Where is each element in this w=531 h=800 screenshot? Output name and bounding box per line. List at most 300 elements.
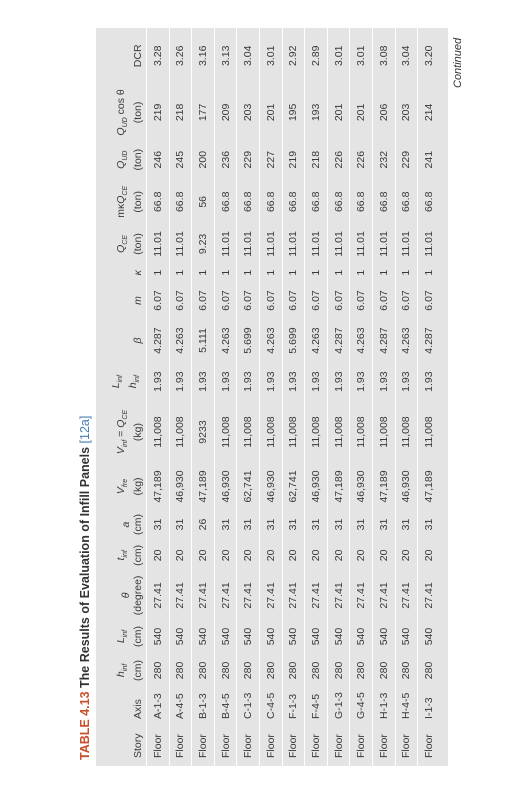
column-header-unit: (cm)	[132, 544, 144, 566]
table-cell: 20	[327, 540, 350, 571]
table-reference[interactable]: [12a]	[78, 415, 92, 444]
table-cell: 1.93	[259, 363, 282, 400]
table-cell: 11,008	[418, 400, 440, 464]
table-cell: Floor	[350, 727, 373, 766]
table-cell: 27.41	[282, 571, 305, 620]
table-cell: 27.41	[395, 571, 418, 620]
table-cell: 3.28	[147, 28, 170, 84]
table-cell: 280	[372, 653, 395, 688]
table-cell: 1.93	[169, 363, 192, 400]
table-cell: 20	[169, 540, 192, 571]
table-cell: 203	[237, 84, 260, 142]
table-cell: 1.93	[282, 363, 305, 400]
table-cell: 280	[350, 653, 373, 688]
column-header-symbol: $Q_{CE}$	[114, 235, 129, 253]
table-cell: 4.263	[259, 318, 282, 363]
table-cell: 540	[418, 620, 440, 653]
table-cell: 1.93	[418, 363, 440, 400]
table-cell: 280	[327, 653, 350, 688]
table-cell: 27.41	[259, 571, 282, 620]
table-cell: 66.8	[305, 178, 328, 225]
table-cell: Floor	[395, 727, 418, 766]
table-cell: Floor	[259, 727, 282, 766]
table-cell: 46,930	[395, 464, 418, 509]
table-cell: 280	[147, 653, 170, 688]
table-row	[169, 28, 192, 766]
table-cell: 4.263	[214, 318, 237, 363]
column-header-unit: (ton)	[132, 101, 144, 124]
column-header-unit: (ton)	[132, 233, 144, 255]
table-cell: 20	[192, 540, 215, 571]
column-header-unit: (ton)	[132, 148, 144, 171]
table-cell: 280	[192, 653, 215, 688]
column-header-unit: (degree)	[132, 575, 144, 616]
table-number: TABLE 4.13	[78, 691, 92, 760]
table-cell: 6.07	[372, 283, 395, 318]
table-cell: 3.01	[259, 28, 282, 84]
table-cell: 236	[214, 141, 237, 178]
table-cell: 3.13	[214, 28, 237, 84]
table-cell: 219	[147, 84, 170, 142]
table-cell: Floor	[305, 727, 328, 766]
table-row	[327, 28, 350, 766]
table-cell: 31	[418, 509, 440, 540]
table-cell: 1	[214, 262, 237, 283]
table-cell: 6.07	[350, 283, 373, 318]
table-cell: B-4-5	[214, 688, 237, 727]
table-row	[237, 28, 260, 766]
table-cell: 20	[259, 540, 282, 571]
table-cell: 280	[259, 653, 282, 688]
table-cell: 47,189	[372, 464, 395, 509]
table-cell: 11.01	[395, 225, 418, 262]
table-cell: 540	[282, 620, 305, 653]
table-cell: 540	[372, 620, 395, 653]
table-cell: 2.92	[282, 28, 305, 84]
table-cell: 66.8	[395, 178, 418, 225]
table-cell: 5.699	[237, 318, 260, 363]
table-cell: 4.263	[305, 318, 328, 363]
column-header	[98, 262, 147, 283]
column-header-unit: Story	[132, 733, 144, 758]
column-header-unit: (kg)	[132, 477, 144, 496]
table-cell: 1.93	[192, 363, 215, 400]
table-cell: 47,189	[147, 464, 170, 509]
column-header-symbol: $Q_{UD}$	[114, 150, 129, 169]
table-cell: 1	[372, 262, 395, 283]
table-cell: 280	[169, 653, 192, 688]
column-header	[98, 363, 147, 400]
table-cell: 3.01	[327, 28, 350, 84]
table-cell: Floor	[282, 727, 305, 766]
column-header-symbol: mκQ$_{CE}$	[114, 185, 129, 218]
table-cell: 1	[282, 262, 305, 283]
table-cell: 206	[372, 84, 395, 142]
table-cell: 1	[418, 262, 440, 283]
table-row	[214, 28, 237, 766]
table-cell: 4.287	[418, 318, 440, 363]
table-cell: 4.263	[395, 318, 418, 363]
table-cell: F-1-3	[282, 688, 305, 727]
table-cell: 11,008	[350, 400, 373, 464]
table-cell: 47,189	[192, 464, 215, 509]
table-cell: A-1-3	[147, 688, 170, 727]
table-cell: Floor	[169, 727, 192, 766]
column-header-unit: (cm)	[132, 659, 144, 681]
table-cell: 62,741	[237, 464, 260, 509]
column-header	[98, 688, 147, 727]
table-cell: Floor	[214, 727, 237, 766]
table-cell: 20	[418, 540, 440, 571]
table-cell: 229	[237, 141, 260, 178]
table-cell: 11,008	[259, 400, 282, 464]
table-cell: 540	[395, 620, 418, 653]
table-cell: 11.01	[237, 225, 260, 262]
column-header-unit: $h_{inf}$	[126, 375, 141, 389]
table-cell: 9.23	[192, 225, 215, 262]
table-cell: 232	[372, 141, 395, 178]
table-cell: 31	[169, 509, 192, 540]
table-cell: 27.41	[214, 571, 237, 620]
table-cell: 6.07	[259, 283, 282, 318]
table-cell: 26	[192, 509, 215, 540]
table-cell: 1	[147, 262, 170, 283]
continued-label: Continued	[452, 37, 464, 88]
table-cell: 31	[282, 509, 305, 540]
table-cell: I-1-3	[418, 688, 440, 727]
table-cell: 3.08	[372, 28, 395, 84]
table-cell: 280	[395, 653, 418, 688]
table-cell: 11,008	[169, 400, 192, 464]
table-cell: 1.93	[214, 363, 237, 400]
table-cell: H-1-3	[372, 688, 395, 727]
table-cell: 6.07	[237, 283, 260, 318]
column-header	[98, 178, 147, 225]
column-header	[98, 540, 147, 571]
table-cell: 540	[350, 620, 373, 653]
table-cell: 201	[259, 84, 282, 142]
table-cell: 11.01	[305, 225, 328, 262]
table-cell: 1	[350, 262, 373, 283]
column-header-unit: κ	[132, 270, 144, 276]
table-cell: 540	[169, 620, 192, 653]
table-cell: 66.8	[237, 178, 260, 225]
table-cell: 3.20	[418, 28, 440, 84]
table-cell: 193	[305, 84, 328, 142]
table-cell: 226	[350, 141, 373, 178]
table-cell: 3.16	[192, 28, 215, 84]
table-cell: 11.01	[282, 225, 305, 262]
table-cell: 20	[237, 540, 260, 571]
table-cell: 540	[192, 620, 215, 653]
table-cell: H-4-5	[395, 688, 418, 727]
table-cell: 11.01	[169, 225, 192, 262]
table-cell: 11.01	[147, 225, 170, 262]
table-cell: 27.41	[237, 571, 260, 620]
table-cell: 11,008	[395, 400, 418, 464]
column-header	[98, 28, 147, 84]
table-cell: 66.8	[282, 178, 305, 225]
column-header-symbol: $V_{fre}$	[114, 478, 129, 495]
table-cell: 56	[192, 178, 215, 225]
table-cell: C-1-3	[237, 688, 260, 727]
table-cell: 246	[147, 141, 170, 178]
table-cell: Floor	[327, 727, 350, 766]
column-header	[98, 318, 147, 363]
table-row	[147, 28, 170, 766]
table-cell: 3.26	[169, 28, 192, 84]
column-header-symbol: θ	[120, 592, 132, 599]
table-cell: 201	[327, 84, 350, 142]
table-cell: 11.01	[350, 225, 373, 262]
table-cell: 27.41	[327, 571, 350, 620]
table-cell: 6.07	[147, 283, 170, 318]
table-cell: 1.93	[327, 363, 350, 400]
table-body	[147, 28, 440, 766]
table-cell: 280	[237, 653, 260, 688]
table-cell: 1.93	[372, 363, 395, 400]
column-header-symbol: $t_{inf}$	[114, 550, 129, 561]
table-cell: 66.8	[169, 178, 192, 225]
column-header-symbol: $L_{inf}$	[109, 375, 124, 389]
column-header	[98, 141, 147, 178]
table-cell: 177	[192, 84, 215, 142]
table-cell: 1	[395, 262, 418, 283]
table-cell: 31	[147, 509, 170, 540]
table-cell: 6.07	[192, 283, 215, 318]
table-cell: 46,930	[350, 464, 373, 509]
column-header	[98, 571, 147, 620]
table-cell: 218	[169, 84, 192, 142]
table-row	[282, 28, 305, 766]
table-cell: Floor	[372, 727, 395, 766]
table-cell: 1	[327, 262, 350, 283]
table-row	[372, 28, 395, 766]
column-header-unit: (cm)	[132, 514, 144, 536]
table-cell: 4.287	[372, 318, 395, 363]
table-cell: 31	[214, 509, 237, 540]
table-cell: 3.04	[237, 28, 260, 84]
table-cell: 1.93	[395, 363, 418, 400]
table-cell: 227	[259, 141, 282, 178]
column-header	[98, 225, 147, 262]
table-cell: 6.07	[169, 283, 192, 318]
table-cell: 540	[327, 620, 350, 653]
table-caption	[78, 416, 92, 760]
table-cell: G-4-5	[350, 688, 373, 727]
column-header-unit: (ton)	[132, 191, 144, 213]
infill-panels-table	[98, 28, 440, 766]
column-header-unit: Axis	[132, 699, 144, 719]
table-cell: 27.41	[147, 571, 170, 620]
table-cell: 4.263	[169, 318, 192, 363]
column-header-unit: DCR	[132, 44, 144, 68]
table-cell: 66.8	[372, 178, 395, 225]
table-cell: 219	[282, 141, 305, 178]
table-cell: 540	[147, 620, 170, 653]
table-cell: 11,008	[237, 400, 260, 464]
column-header	[98, 653, 147, 688]
table-cell: 20	[214, 540, 237, 571]
column-header	[98, 509, 147, 540]
table-row	[192, 28, 215, 766]
table-cell: 27.41	[305, 571, 328, 620]
table-cell: 540	[214, 620, 237, 653]
table-cell: 1	[192, 262, 215, 283]
column-header	[98, 464, 147, 509]
column-header-unit: (kg)	[132, 422, 144, 442]
column-header-symbol: $Q_{UD}$ cos θ	[114, 89, 129, 136]
table-cell: 11.01	[418, 225, 440, 262]
table-cell: 11.01	[259, 225, 282, 262]
table-row	[305, 28, 328, 766]
column-header	[98, 620, 147, 653]
table-cell: 66.8	[259, 178, 282, 225]
table-cell: 4.287	[147, 318, 170, 363]
table-cell: 5.111	[192, 318, 215, 363]
table-cell: 1	[305, 262, 328, 283]
table-cell: 20	[147, 540, 170, 571]
table-cell: 66.8	[350, 178, 373, 225]
table-cell: 5.699	[282, 318, 305, 363]
table-cell: 11,008	[305, 400, 328, 464]
table-cell: 47,189	[418, 464, 440, 509]
table-cell: 540	[305, 620, 328, 653]
table-cell: 6.07	[418, 283, 440, 318]
table-cell: 27.41	[350, 571, 373, 620]
table-cell: 6.07	[395, 283, 418, 318]
table-cell: 9233	[192, 400, 215, 464]
table-cell: 229	[395, 141, 418, 178]
table-cell: 214	[418, 84, 440, 142]
table-cell: 27.41	[372, 571, 395, 620]
column-header	[98, 727, 147, 766]
table-cell: 66.8	[147, 178, 170, 225]
table-cell: 46,930	[169, 464, 192, 509]
table-cell: A-4-5	[169, 688, 192, 727]
column-header-unit: β	[132, 337, 144, 344]
table-cell: 1	[237, 262, 260, 283]
table-cell: 11.01	[214, 225, 237, 262]
table-cell: 209	[214, 84, 237, 142]
table-cell: 31	[305, 509, 328, 540]
table-cell: 4.263	[350, 318, 373, 363]
column-header-symbol: $L_{inf}$	[114, 629, 129, 644]
table-cell: 11,008	[327, 400, 350, 464]
table-row	[259, 28, 282, 766]
table-cell: 27.41	[192, 571, 215, 620]
table-cell: 1.93	[305, 363, 328, 400]
table-cell: 46,930	[259, 464, 282, 509]
table-row	[418, 28, 440, 766]
table-cell: 11,008	[282, 400, 305, 464]
table-cell: 540	[237, 620, 260, 653]
table-title: The Results of Evaluation of Infill Panels	[78, 446, 92, 688]
table-cell: 1	[259, 262, 282, 283]
table-row	[350, 28, 373, 766]
table-cell: 201	[350, 84, 373, 142]
table-cell: 20	[350, 540, 373, 571]
column-header-symbol: $h_{inf}$	[114, 663, 129, 678]
table-cell: Floor	[237, 727, 260, 766]
table-cell: 280	[418, 653, 440, 688]
table-cell: 20	[395, 540, 418, 571]
table-cell: 280	[282, 653, 305, 688]
table-cell: 3.01	[350, 28, 373, 84]
table-cell: 11,008	[214, 400, 237, 464]
table-cell: 4.287	[327, 318, 350, 363]
table-cell: 241	[418, 141, 440, 178]
table-cell: 280	[305, 653, 328, 688]
table-cell: 47,189	[327, 464, 350, 509]
table-cell: 31	[395, 509, 418, 540]
table-cell: 245	[169, 141, 192, 178]
table-cell: 11,008	[372, 400, 395, 464]
table-cell: 31	[372, 509, 395, 540]
table-cell: 66.8	[214, 178, 237, 225]
table-cell: 195	[282, 84, 305, 142]
table-cell: 31	[237, 509, 260, 540]
table-cell: F-4-5	[305, 688, 328, 727]
table-cell: 27.41	[169, 571, 192, 620]
table-cell: G-1-3	[327, 688, 350, 727]
table-cell: 2.89	[305, 28, 328, 84]
table-cell: 6.07	[214, 283, 237, 318]
table-cell: 280	[214, 653, 237, 688]
column-header-symbol: a	[120, 521, 132, 528]
table-cell: C-4-5	[259, 688, 282, 727]
table-cell: 1.93	[237, 363, 260, 400]
table-cell: 27.41	[418, 571, 440, 620]
table-cell: 31	[259, 509, 282, 540]
table-cell: 200	[192, 141, 215, 178]
table-cell: Floor	[192, 727, 215, 766]
table-cell: B-1-3	[192, 688, 215, 727]
table-cell: 6.07	[305, 283, 328, 318]
table-cell: 540	[259, 620, 282, 653]
table-cell: 6.07	[282, 283, 305, 318]
table-cell: Floor	[418, 727, 440, 766]
table-cell: Floor	[147, 727, 170, 766]
column-header-unit: m	[132, 296, 144, 305]
table-cell: 20	[305, 540, 328, 571]
column-header-unit: (cm)	[132, 626, 144, 648]
table-cell: 31	[327, 509, 350, 540]
column-header-symbol: $V_{inf} = Q_{CE}$	[114, 409, 129, 455]
table-cell: 11.01	[327, 225, 350, 262]
column-header	[98, 283, 147, 318]
table-cell: 66.8	[327, 178, 350, 225]
table-cell: 46,930	[214, 464, 237, 509]
table-cell: 20	[372, 540, 395, 571]
table-cell: 66.8	[418, 178, 440, 225]
table-cell: 6.07	[327, 283, 350, 318]
table-cell: 1.93	[147, 363, 170, 400]
table-cell: 203	[395, 84, 418, 142]
table-cell: 3.04	[395, 28, 418, 84]
table-cell: 11.01	[372, 225, 395, 262]
table-cell: 1.93	[350, 363, 373, 400]
table-cell: 31	[350, 509, 373, 540]
table-cell: 46,930	[305, 464, 328, 509]
table-cell: 218	[305, 141, 328, 178]
table-cell: 20	[282, 540, 305, 571]
table-cell: 62,741	[282, 464, 305, 509]
header-row	[98, 28, 147, 766]
table-cell: 1	[169, 262, 192, 283]
table-cell: 226	[327, 141, 350, 178]
column-header	[98, 400, 147, 464]
